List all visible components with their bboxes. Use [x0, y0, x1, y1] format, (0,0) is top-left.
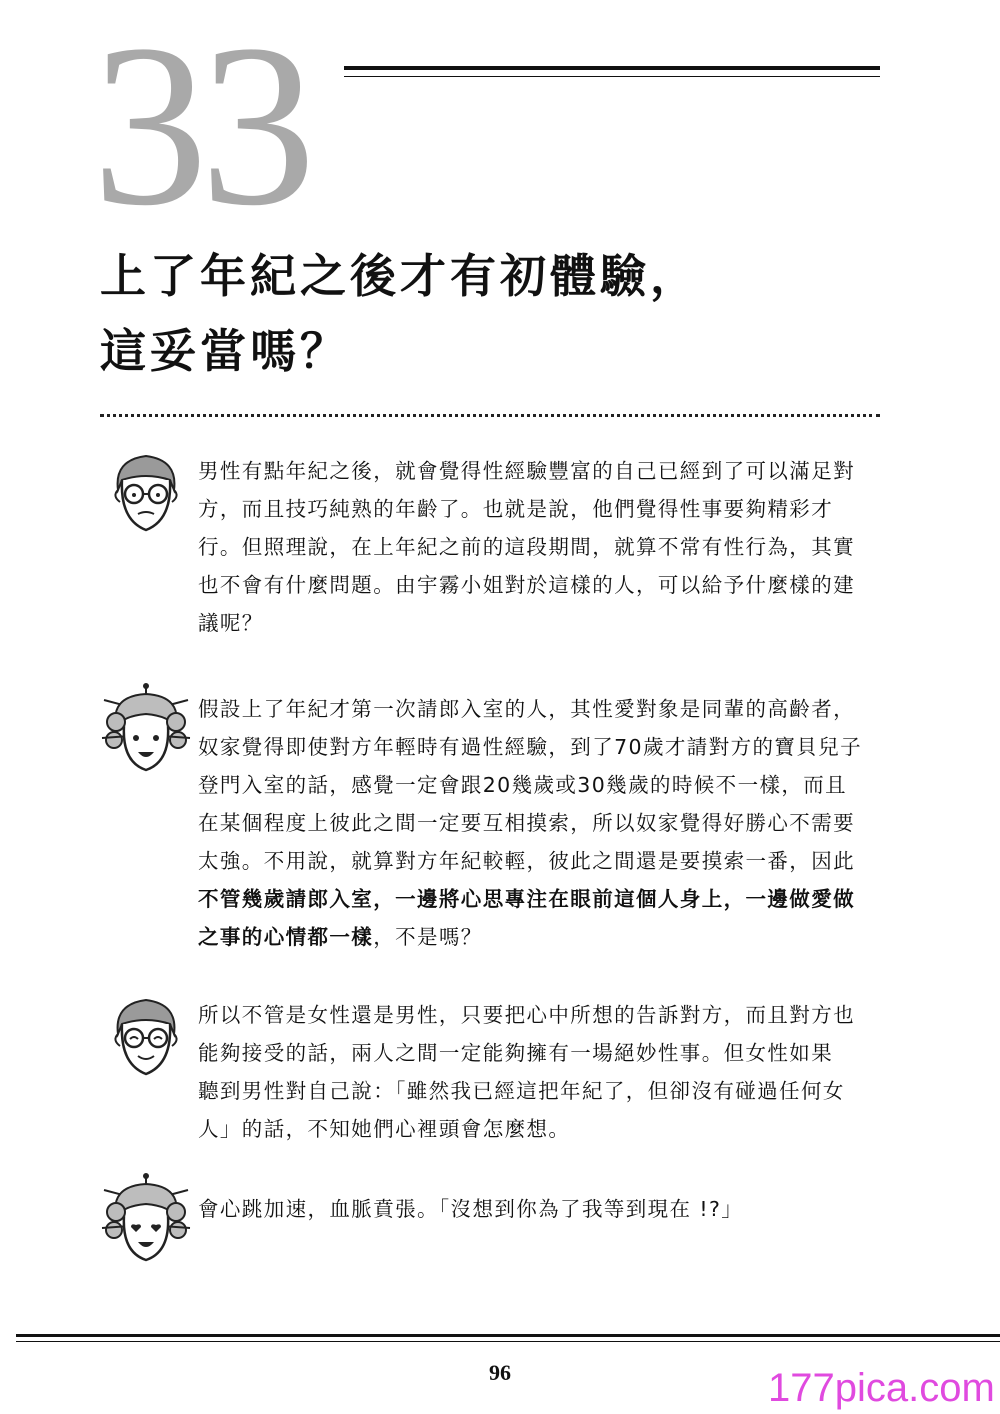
footer-rule	[16, 1334, 1000, 1337]
dialogue-2-line: 太強。不用說，就算對方年紀較輕，彼此之間還是要摸索一番，因此	[198, 849, 855, 873]
old-man-with-glasses-icon	[104, 994, 188, 1084]
chapter-title-line-2: 這妥當嗎？	[100, 324, 350, 378]
watermark: 177pica.com	[768, 1366, 995, 1410]
dialogue-2-line: 假設上了年紀才第一次請郎入室的人，其性愛對象是同輩的高齡者，	[198, 697, 855, 721]
dialogue-paragraph-1	[198, 452, 888, 642]
courtesan-heart-eyes-icon	[100, 1172, 192, 1272]
title-divider	[100, 414, 880, 417]
dialogue-1-line: 方，而且技巧純熟的年齡了。也就是說，他們覺得性事要夠精彩才	[198, 497, 834, 521]
dialogue-3-line: 所以不管是女性還是男性，只要把心中所想的告訴對方，而且對方也	[198, 1003, 855, 1027]
dialogue-1-line: 行。但照理說，在上年紀之前的這段期間，就算不常有性行為，其實	[198, 535, 855, 559]
dialogue-3-line: 人」的話，不知她們心裡頭會怎麼想。	[198, 1117, 571, 1141]
dialogue-2-tail: ，不是嗎？	[373, 925, 483, 949]
dialogue-1-line: 男性有點年紀之後，就會覺得性經驗豐富的自己已經到了可以滿足對	[198, 459, 855, 483]
dialogue-2-line: 奴家覺得即使對方年輕時有過性經驗，到了70歲才請對方的寶貝兒子	[198, 735, 862, 759]
courtesan-with-hairpins-icon	[100, 682, 192, 782]
old-man-with-glasses-icon	[104, 450, 188, 540]
dialogue-4-line: 會心跳加速，血脈賁張。「沒想到你為了我等到現在 !?」	[198, 1197, 744, 1221]
header-rule-thin	[344, 76, 880, 77]
dialogue-2-line: 登門入室的話，感覺一定會跟20幾歲或30幾歲的時候不一樣，而且	[198, 773, 848, 797]
dialogue-2-line: 在某個程度上彼此之間一定要互相摸索，所以奴家覺得好勝心不需要	[198, 811, 855, 835]
dialogue-1-line: 也不會有什麼問題。由宇霧小姐對於這樣的人，可以給予什麼樣的建	[198, 573, 855, 597]
emphasis-text: 不管幾歲請郎入室，一邊將心思專注在眼前這個人身上，一邊做愛做	[198, 887, 855, 911]
page-number: 96	[489, 1360, 511, 1385]
dialogue-3-line: 聽到男性對自己說：「雖然我已經這把年紀了，但卻沒有碰過任何女	[198, 1079, 845, 1103]
emphasis-text: 之事的心情都一樣	[198, 925, 374, 949]
header-rule	[344, 66, 880, 70]
chapter-title-line-1: 上了年紀之後才有初體驗，	[100, 249, 700, 303]
dialogue-1-line: 議呢？	[198, 611, 264, 635]
chapter-number: 33	[92, 0, 308, 254]
dialogue-3-line: 能夠接受的話，兩人之間一定能夠擁有一場絕妙性事。但女性如果	[198, 1041, 834, 1065]
dialogue-paragraph-3	[198, 996, 888, 1148]
dialogue-paragraph-4	[198, 1190, 888, 1228]
footer-rule-thin	[16, 1341, 1000, 1342]
dialogue-paragraph-2	[198, 690, 888, 956]
